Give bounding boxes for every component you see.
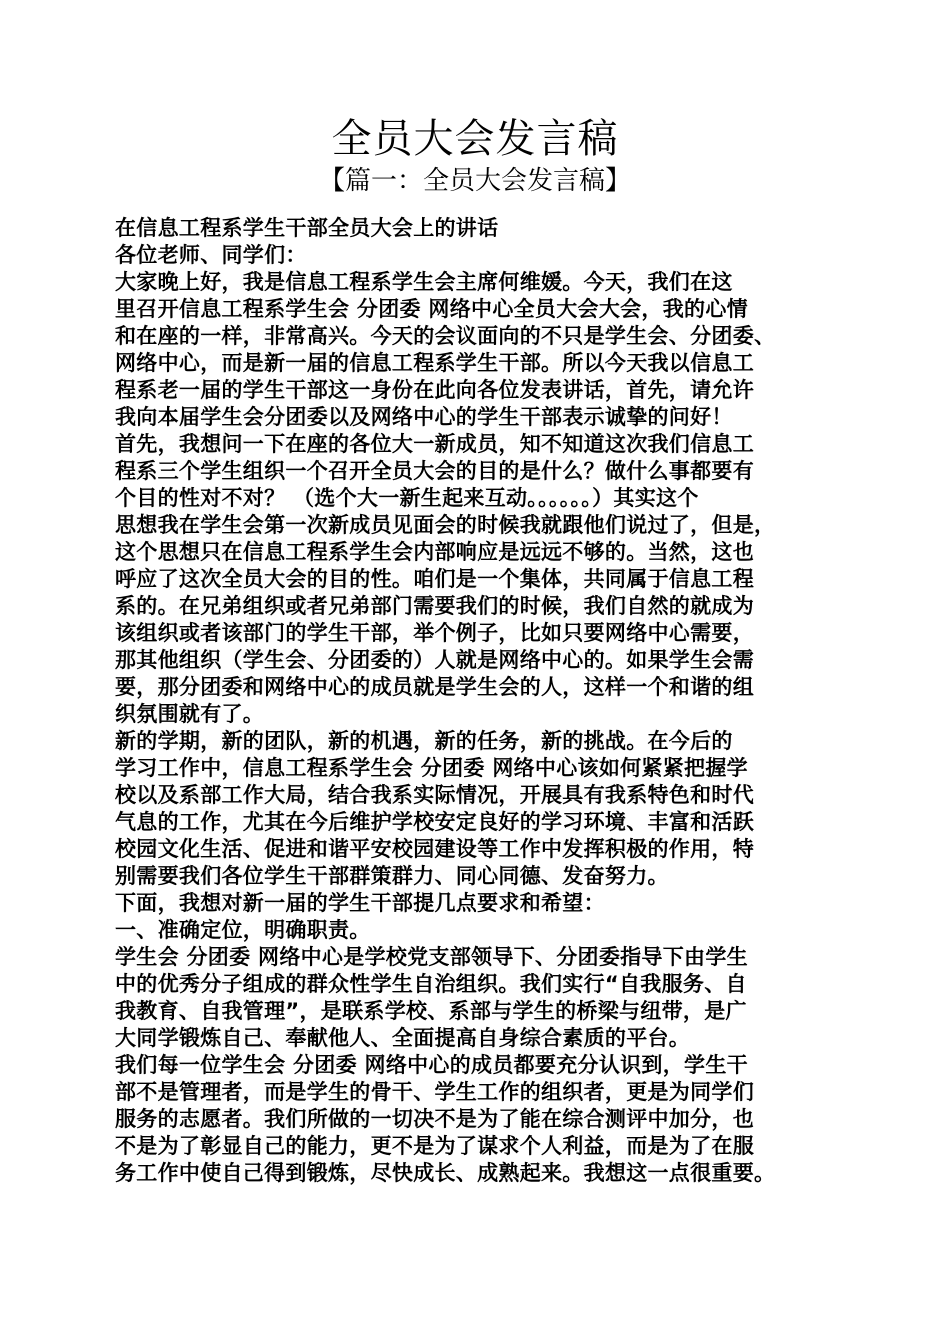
body-text-line: 学习工作中，信息工程系学生会 分团委 网络中心该如何紧紧把握学 (115, 756, 748, 780)
body-text-line: 要，那分团委和网络中心的成员就是学生会的人，这样一个和谐的组 (115, 675, 754, 699)
body-text-line: 大家晚上好，我是信息工程系学生会主席何维媛。今天，我们在这 (115, 270, 733, 294)
document-subtitle: 【篇一：全员大会发言稿】 (318, 166, 631, 196)
body-text-line: 我们每一位学生会 分团委 网络中心的成员都要充分认识到，学生干 (115, 1053, 748, 1077)
body-text-line: 里召开信息工程系学生会 分团委 网络中心全员大会大会，我的心情 (115, 297, 748, 321)
document-title: 全员大会发言稿 (331, 116, 619, 162)
body-text-line: 不是为了彰显自己的能力，更不是为了谋求个人利益，而是为了在服 (115, 1134, 754, 1158)
body-text-line: 大同学锻炼自己、奉献他人、全面提高自身综合素质的平台。 (115, 1026, 691, 1050)
body-text-line: 各位老师、同学们： (115, 243, 307, 267)
body-text-line: 程系三个学生组织一个召开全员大会的目的是什么？做什么事都要有 (115, 459, 754, 483)
body-text-line: 和在座的一样，非常高兴。今天的会议面向的不只是学生会、分团委、 (115, 324, 776, 348)
body-text-line: 校以及系部工作大局，结合我系实际情况，开展具有我系特色和时代 (115, 783, 754, 807)
body-text-line: 个目的性对不对？ （选个大一新生起来互动。。。。。。）其实这个 (115, 486, 699, 510)
body-text-line: 我向本届学生会分团委以及网络中心的学生干部表示诚挚的问好！ (115, 405, 733, 429)
body-text-line: 服务的志愿者。我们所做的一切决不是为了能在综合测评中加分，也 (115, 1107, 754, 1131)
body-text-line: 校园文化生活、促进和谐平安校园建设等工作中发挥积极的作用，特 (115, 837, 754, 861)
body-text-line: 学生会 分团委 网络中心是学校党支部领导下、分团委指导下由学生 (115, 945, 748, 969)
body-text-line: 这个思想只在信息工程系学生会内部响应是远远不够的。当然，这也 (115, 540, 754, 564)
body-text-line: 织氛围就有了。 (115, 702, 265, 726)
body-text-line: 在信息工程系学生干部全员大会上的讲话 (115, 216, 499, 240)
body-text-line: 气息的工作，尤其在今后维护学校安定良好的学习环境、丰富和活跃 (115, 810, 754, 834)
body-text-line: 务工作中使自己得到锻炼，尽快成长、成熟起来。我想这一点很重要。 (115, 1161, 776, 1185)
body-text-line: 那其他组织（学生会、分团委的）人就是网络中心的。如果学生会需 (115, 648, 754, 672)
body-text-line: 网络中心，而是新一届的信息工程系学生干部。所以今天我以信息工 (115, 351, 754, 375)
body-text-line: 部不是管理者，而是学生的骨干、学生工作的组织者，更是为同学们 (115, 1080, 754, 1104)
body-text-line: 新的学期，新的团队，新的机遇，新的任务，新的挑战。在今后的 (115, 729, 733, 753)
body-text-line: 中的优秀分子组成的群众性学生自治组织。我们实行“自我服务、自 (115, 972, 747, 996)
body-text-line: 我教育、自我管理”，是联系学校、系部与学生的桥梁与纽带，是广 (115, 999, 747, 1023)
body-text-line: 下面，我想对新一届的学生干部提几点要求和希望： (115, 891, 605, 915)
body-text-line: 系的。在兄弟组织或者兄弟部门需要我们的时候，我们自然的就成为 (115, 594, 754, 618)
body-text-line: 呼应了这次全员大会的目的性。咱们是一个集体，共同属于信息工程 (115, 567, 754, 591)
body-text-line: 思想我在学生会第一次新成员见面会的时候我就跟他们说过了，但是， (115, 513, 776, 537)
body-text-line: 首先，我想问一下在座的各位大一新成员，知不知道这次我们信息工 (115, 432, 754, 456)
body-text-line: 程系老一届的学生干部这一身份在此向各位发表讲话，首先，请允许 (115, 378, 754, 402)
body-text-line: 一、准确定位，明确职责。 (115, 918, 371, 942)
document-body (115, 215, 855, 1187)
body-text-line: 该组织或者该部门的学生干部，举个例子，比如只要网络中心需要， (115, 621, 754, 645)
body-text-line: 别需要我们各位学生干部群策群力、同心同德、发奋努力。 (115, 864, 669, 888)
